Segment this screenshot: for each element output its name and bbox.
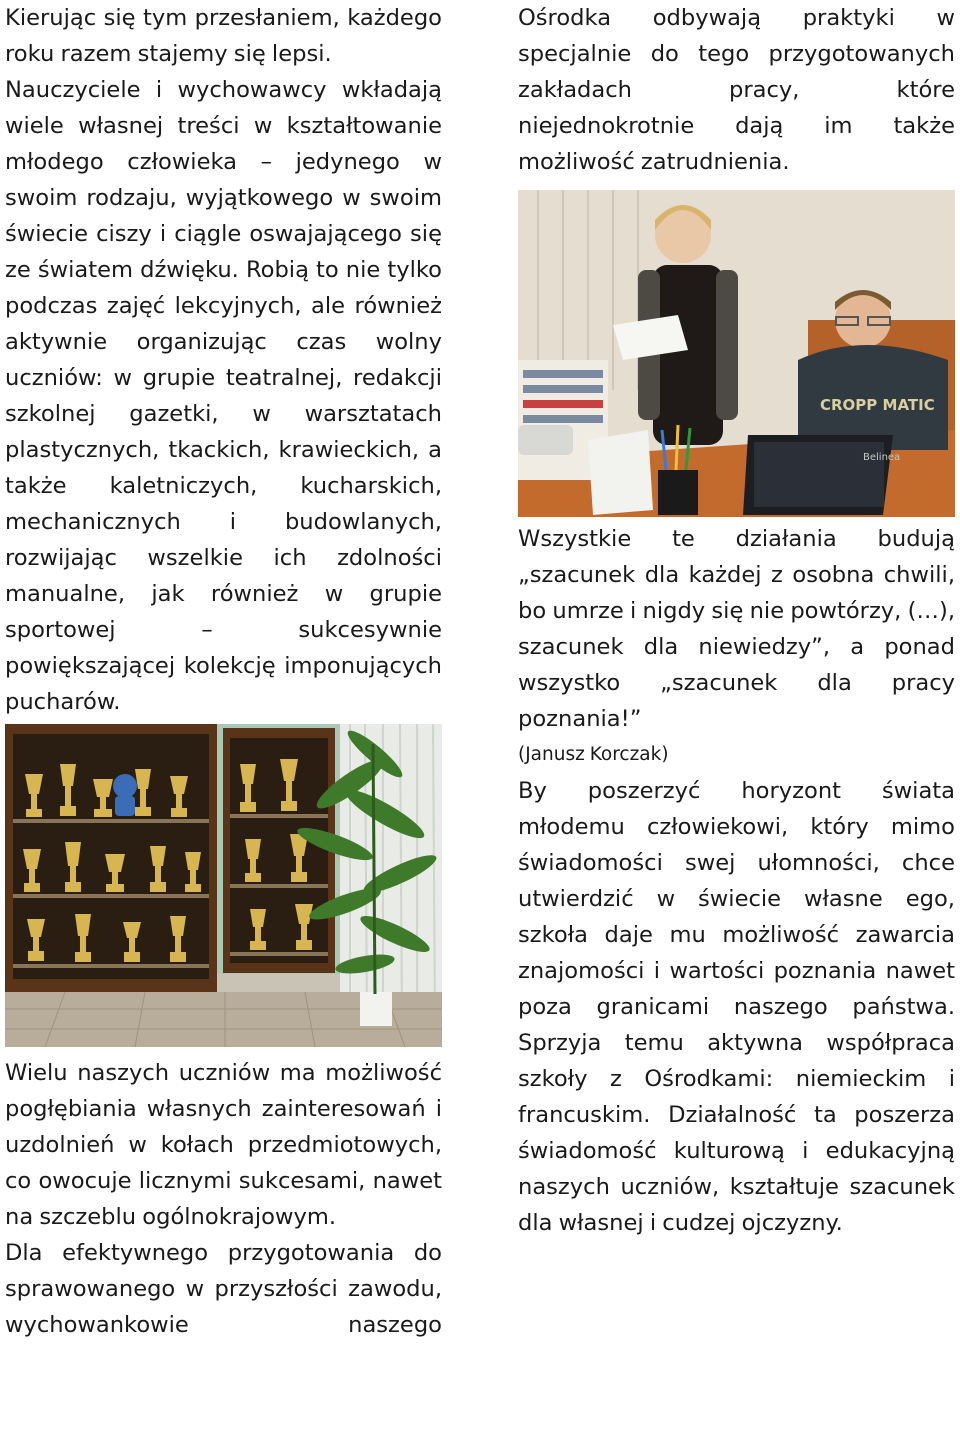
paragraph-subject-clubs: Wielu naszych uczniów ma możliwość pogłębiania własnych zainteresowań i uzdolnień w kołach przedmiotowych, co owocuje licznymi sukcesami, nawet na szczeblu ogólnokrajowym. [5,1060,442,1230]
paragraph-internships: Ośrodka odbywają praktyki w specjalnie do tego przygotowanych zakładach pracy, które niejednokrotnie dają im także możliwość zatrudnienia. [518,5,955,175]
sweatshirt-text: CROPP MATIC [820,396,935,414]
paragraph-teachers: Nauczyciele i wychowawcy wkładają wiele własnej treści w kształtowanie młodego człowieka – jedynego w swoim rodzaju, wyjątkowego w swoim świecie ciszy i ciągle oswajającego się ze światem dźwięku. Robią to nie tylko podczas zajęć lekcyjnych, ale również aktywnie organizując czas wolny uczniów: w grupie teatralnej, redakcji szkolnej gazetki, w warsztatach plastycznych, tkackich, krawieckich, a także kaletniczych, kucharskich, mechanicznych i budowlanych, rozwijając wszelkie ich zdolności manualne, jak również w grupie sportowej – sukcesywnie powiększającej kolekcję imponujących pucharów. [5,77,442,715]
monitor-brand: Belinea [863,452,901,463]
right-column [518,0,955,1241]
paragraph-intro: Kierując się tym przesłaniem, każdego roku razem stajemy się lepsi. [5,5,442,67]
trophy-cabinet-photo [5,724,442,1047]
citation-author: Janusz Korczak [525,744,662,765]
office-photo [518,190,955,517]
quote-korczak: Wszystkie te działania budują „szacunek dla każdej z osobna chwili, bo umrze i nigdy się nie powtórzy, (…), szacunek dla niewiedzy”, a ponad wszystko „szacunek dla pracy poznania!” [518,526,955,732]
left-column [5,0,442,1343]
quote-citation: (Janusz Korczak) [518,744,669,765]
paragraph-vocational: Dla efektywnego przygotowania do sprawowanego w przyszłości zawodu, wychowankowie naszego [5,1240,442,1338]
paragraph-international-cooperation: By poszerzyć horyzont świata młodemu człowiekowi, który mimo świadomości swej ułomności, chce utwierdzić w świecie własne ego, szkoła daje mu możliwość zawarcia znajomości i wartości poznania nawet poza granicami naszego państwa. Sprzyja temu aktywna współpraca szkoły z Ośrodkami: niemieckim i francuskim. Działalność ta poszerza świadomość kulturową i edukacyjną naszych uczniów, kształtuje szacunek dla własnej i cudzej ojczyzny. [518,778,955,1236]
